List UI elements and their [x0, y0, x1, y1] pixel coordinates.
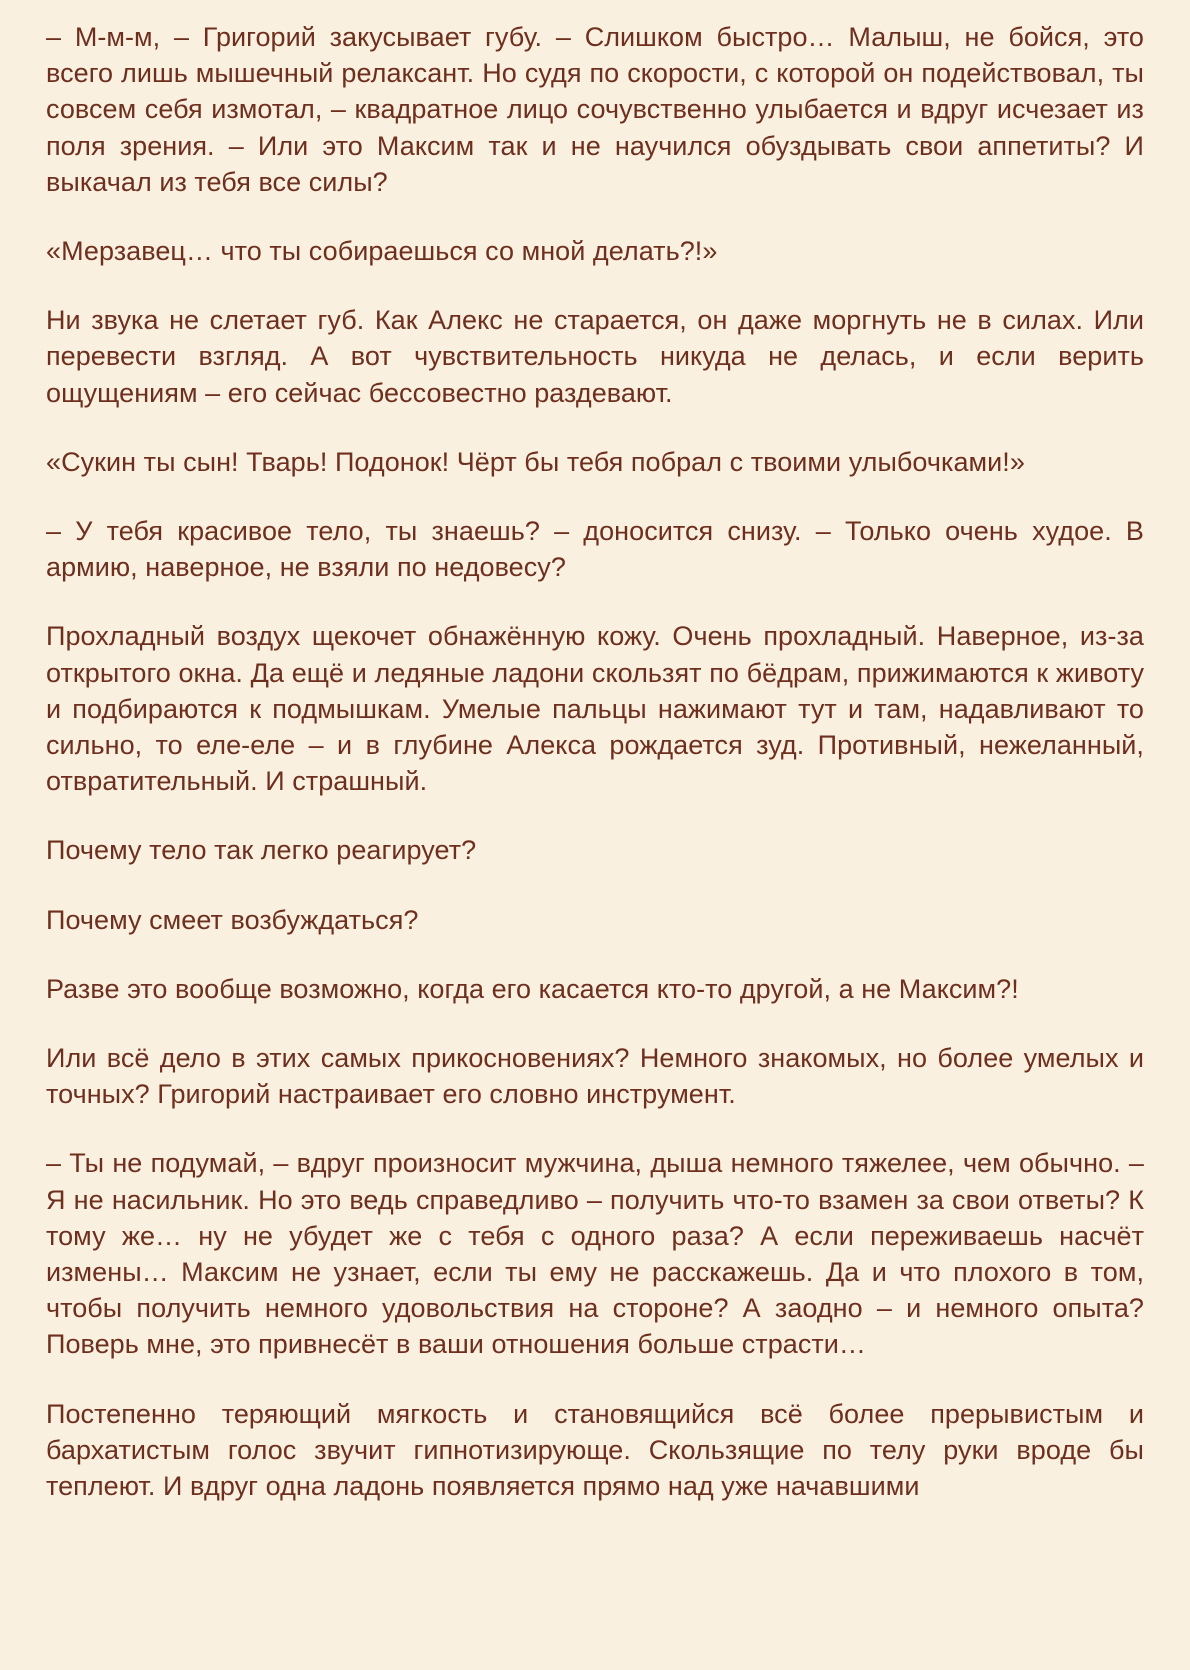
paragraph-6: Прохладный воздух щекочет обнажённую кожу. Очень прохладный. Наверное, из-за открытого окна. Да ещё и ледяные ладони скользят по бёдрам, прижимаются к животу и подбираются к подмышкам. Умелые пальцы нажимают тут и там, надавливают то сильно, то еле-еле – и в глубине Алекса рождается зуд. Противный, нежеланный, отвратительный. И страшный. — [46, 621, 1144, 797]
paragraph-8: Почему смеет возбуждаться? — [46, 904, 419, 935]
paragraph-4: «Сукин ты сын! Тварь! Подонок! Чёрт бы тебя побрал с твоими улыбочками!» — [46, 446, 1025, 477]
paragraph-12: Постепенно теряющий мягкость и становящийся всё более прерывистым и бархатистым голос звучит гипнотизирующе. Скользящие по телу руки вроде бы теплеют. И вдруг одна ладонь появляется прямо над уже начавшими — [46, 1398, 1144, 1502]
paragraph-9: Разве это вообще возможно, когда его касается кто-то другой, а не Максим?! — [46, 973, 1019, 1004]
paragraph-3: Ни звука не слетает губ. Как Алекс не старается, он даже моргнуть не в силах. Или перевести взгляд. А вот чувствительность никуда не делась, и если верить ощущениям – его сейчас бессовестно раздевают. — [46, 305, 1144, 408]
paragraph-5: – У тебя красивое тело, ты знаешь? – доносится снизу. – Только очень худое. В армию, наверное, не взяли по недовесу? — [46, 516, 1144, 583]
paragraph-11: – Ты не подумай, – вдруг произносит мужчина, дыша немного тяжелее, чем обычно. – Я не насильник. Но это ведь справедливо – получить что-то взамен за свои ответы? К тому же… ну не убудет же с тебя с одного раза? А если переживаешь насчёт измены… Максим не узнает, если ты ему не расскажешь. Да и что плохого в том, чтобы получить немного удовольствия на стороне? А заодно – и немного опыта? Поверь мне, это привнесёт в ваши отношения больше страсти… — [46, 1148, 1144, 1360]
paragraph-2: «Мерзавец… что ты собираешься со мной делать?!» — [46, 236, 718, 267]
paragraph-7: Почему тело так легко реагирует? — [46, 835, 477, 866]
paragraph-1: – М-м-м, – Григорий закусывает губу. – Слишком быстро… Малыш, не бойся, это всего лишь мышечный релаксант. Но судя по скорости, с которой он подействовал, ты совсем себя измотал, – квадратное лицо сочувственно улыбается и вдруг исчезает из поля зрения. – Или это Максим так и не научился обуздывать свои аппетиты? И выкачал из тебя все силы? — [46, 22, 1144, 197]
paragraph-10: Или всё дело в этих самых прикосновениях? Немного знакомых, но более умелых и точных? Григорий настраивает его словно инструмент. — [46, 1043, 1144, 1110]
